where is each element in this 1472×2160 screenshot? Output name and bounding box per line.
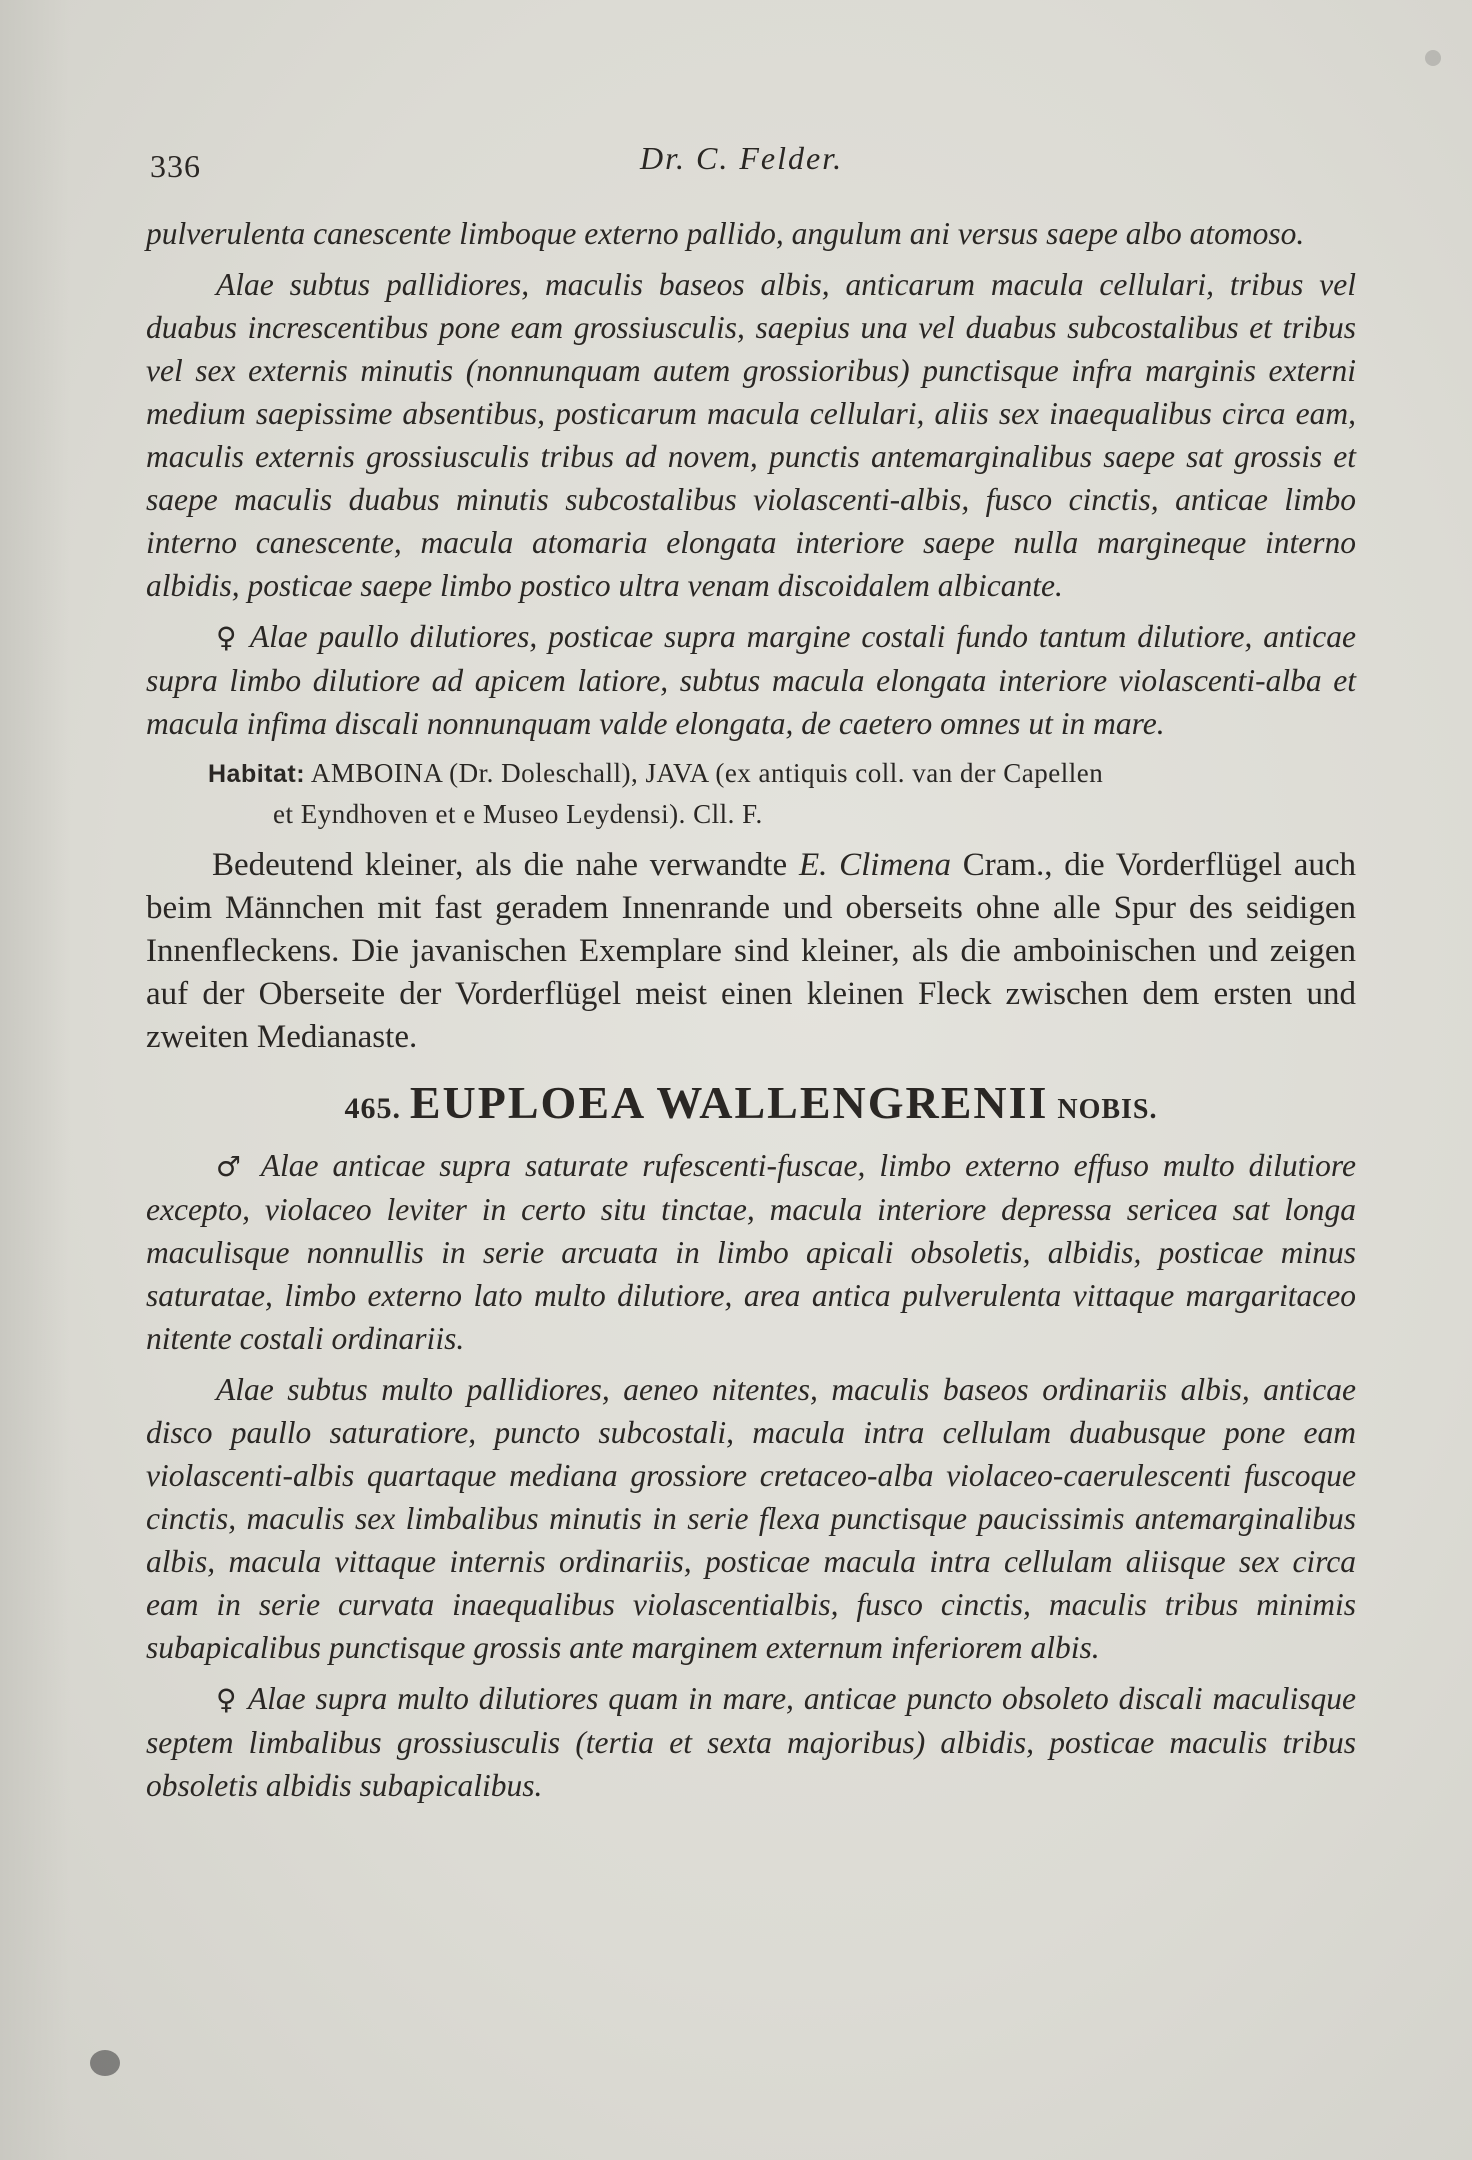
species-number: 465. <box>344 1092 401 1125</box>
habitat-line-1: AMBOINA (Dr. Doleschall), JAVA (ex antiquis coll. van der Capellen <box>310 758 1104 788</box>
underside-paragraph: Alae subtus pallidiores, maculis baseos albis, anticarum macula cellulari, tribus vel duabus increscentibus pone eam grossiusculis, saepius una vel duabus subcostalibus et tribus vel sex externis minutis (nonnunquam autem grossioribus) punctisque infra marginis externi medium saepissime absentibus, posticarum macula cellulari, aliis sex inaequalibus circa eam, maculis externis grossiusculis tribus ad novem, punctis antemarginalibus saepe sat grossis et saepe maculis duabus minutis subcostalibus violascenti-albis, fusco cinctis, anticae limbo interno canescente, macula atomaria elongata interiore saepe nulla margineque interno albidis, posticae saepe limbo postico ultra venam discoidalem albicante. <box>146 267 1356 603</box>
species-author: NOBIS. <box>1057 1094 1158 1125</box>
page-number: 336 <box>150 148 201 184</box>
male-symbol-icon: ♂ <box>216 1150 248 1183</box>
male-description-text: Alae anticae supra saturate rufescenti-fuscae, limbo externo effuso multo dilutiore excepto, violaceo leviter in certo situ tinctae, macula interiore depressa sericea sat longa maculisque nonnullis in serie arcuata in limbo apicali obsoletis, albidis, posticae minus saturatae, limbo externo lato multo dilutiore, area antica pulverulenta vittaque margaritaceo nitente costali ordinariis. <box>146 1148 1357 1356</box>
female-description-text: Alae supra multo dilutiores quam in mare, anticae puncto obsoleto discali maculisque septem limbalibus grossiusculis (tertia et sexta majoribus) albidis, posticae maculis tribus obsoletis albidis subapicalibus. <box>146 1681 1357 1803</box>
german-before: Bedeutend kleiner, als die nahe verwandte <box>212 847 788 883</box>
german-after: Cram., die Vorderflügel auch beim Männchen mit fast geradem Innenrande und oberseits ohne alle Spur des seidigen Innenfleckens. Die javanischen Exemplare sind kleiner, als die amboinischen und zeigen auf der Oberseite der Vorderflügel meist einen kleinen Fleck zwischen dem ersten und zweiten Medianaste. <box>146 847 1357 1055</box>
page-header <box>150 140 1350 190</box>
german-paragraph <box>146 844 1356 1059</box>
female-symbol-icon: ♀ <box>216 621 240 654</box>
subtus-description: Alae subtus multo pallidiores, aeneo nitentes, maculis baseos ordinariis albis, anticae disco paullo saturatiore, puncto subcostali, macula intra cellulam duabusque pone eam violascenti-albis quartaque mediana grossiore cretaceo-alba violaceo-caerulescenti fuscoque cinctis, maculis sex limbalibus minutis in serie flexa punctisque paucissimis antemarginalibus albis, macula vittaque internis ordinariis, posticae macula intra cellulam aliisque sex circa eam in serie curvata inaequalibus violascentialbis, fusco cinctis, maculis tribus minimis subapicalibus punctisque grossis ante marginem externum inferiorem albis. <box>146 1372 1356 1665</box>
binding-shadow <box>0 0 70 2160</box>
habitat-label: Habitat: <box>208 760 306 788</box>
male-description <box>146 1144 1356 1360</box>
species-heading <box>146 1073 1356 1140</box>
species-name: EUPLOEA WALLENGRENII <box>409 1077 1049 1128</box>
female-paragraph-text: Alae paullo dilutiores, posticae supra margine costali fundo tantum dilutiore, anticae supra limbo dilutiore ad apicem latiore, subtus macula elongata interiore violascenti-alba et macula infima discali nonnunquam valde elongata, de caetero omnes ut in mare. <box>146 619 1356 741</box>
habitat-line-2: et Eyndhoven et e Museo Leydensi). Cll. F. <box>273 799 763 829</box>
continued-paragraph: pulverulenta canescente limboque externo pallido, angulum ani versus saepe albo atomoso. <box>146 216 1305 251</box>
ink-spot <box>90 2050 120 2076</box>
female-description <box>146 1677 1356 1807</box>
running-head: Dr. C. Felder. <box>640 140 844 176</box>
page-body <box>146 212 1356 1815</box>
german-species: E. Climena <box>798 847 951 883</box>
ink-spot <box>1425 50 1441 66</box>
habitat-block <box>146 753 1356 834</box>
female-symbol-icon-2: ♀ <box>216 1683 239 1716</box>
female-paragraph <box>146 615 1356 745</box>
